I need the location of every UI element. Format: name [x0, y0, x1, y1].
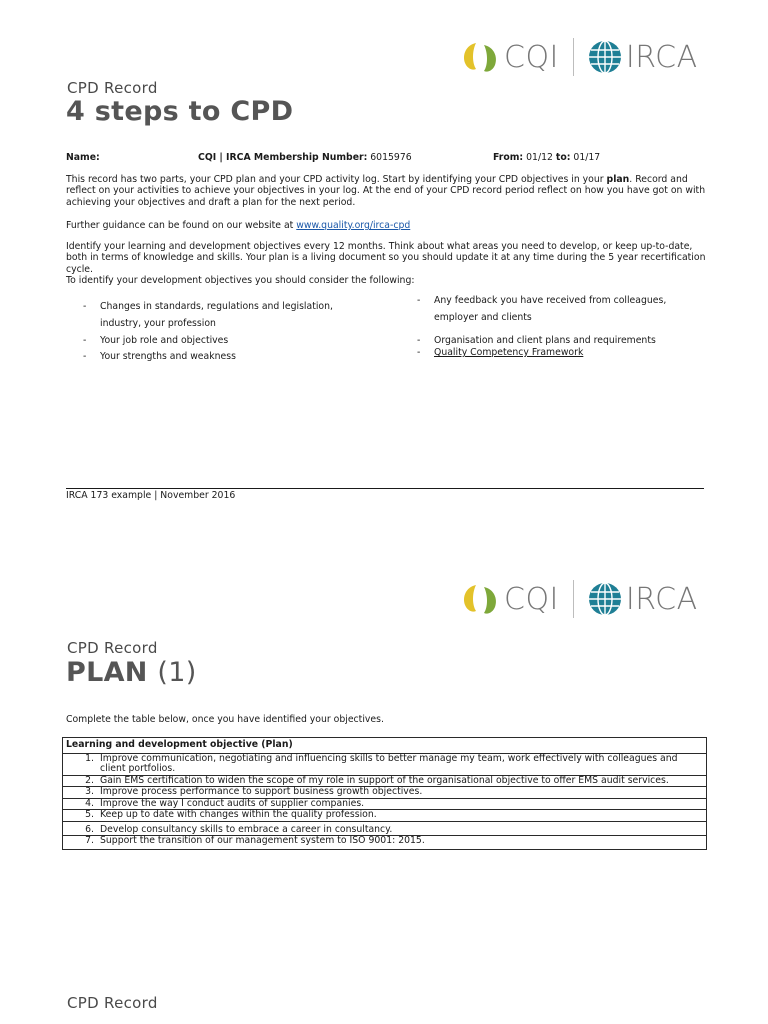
identify-paragraph: Identify your learning and development objectives every 12 months. Think about what areas you need to develop, or keep up-to-date, both in terms of knowledge and skills. Your plan is a living document so you should update it at any time during the 5 year recertification cycle.	[66, 241, 706, 275]
competency-framework-link[interactable]: Quality Competency Framework	[434, 347, 584, 358]
guidance-link[interactable]: www.quality.org/irca-cpd	[296, 220, 411, 231]
cqi-head-icon	[460, 579, 500, 619]
objective-number: 1.	[85, 752, 94, 764]
cqi-irca-logo	[460, 35, 698, 79]
objective-number: 4.	[85, 797, 94, 809]
cqi-irca-logo	[460, 577, 698, 621]
bullet-dash: -	[83, 335, 87, 346]
objective-text: Improve communication, negotiating and influencing skills to better manage my team, work effectively with colleagues and client portfolios.	[100, 752, 678, 774]
cqi-logo-text: CQI	[504, 581, 559, 617]
globe-icon	[588, 582, 622, 616]
intro-text-start: This record has two parts, your CPD plan and your CPD activity log. Start by identifying your CPD objectives in your	[66, 174, 607, 185]
name-label: Name:	[66, 152, 100, 163]
footer-rule	[66, 488, 704, 489]
period-line	[493, 152, 600, 163]
bullet-text: Any feedback you have received from colleagues, employer and clients	[434, 295, 667, 323]
bullet-dash: -	[83, 351, 87, 362]
bullet-dash: -	[83, 301, 87, 312]
to-value: 01/17	[573, 152, 601, 163]
to-label: to:	[555, 152, 571, 163]
table-row	[63, 787, 707, 799]
objective-number: 5.	[85, 809, 94, 820]
bullet-text: Organisation and client plans and requirements	[434, 335, 656, 346]
membership-line	[198, 152, 412, 163]
objective-number: 3.	[85, 786, 94, 797]
left-bullet-item	[83, 333, 333, 350]
guidance-paragraph	[66, 220, 706, 231]
objective-number: 6.	[85, 823, 94, 835]
objectives-table	[62, 737, 707, 850]
left-bullet-item	[83, 349, 333, 366]
plan-instruction: Complete the table below, once you have identified your objectives.	[66, 714, 384, 725]
guidance-text: Further guidance can be found on our website at	[66, 220, 297, 231]
plan-number: (1)	[157, 657, 197, 688]
logo-divider	[573, 38, 574, 76]
page2-record-label: CPD Record	[67, 639, 158, 657]
objective-text: Improve the way I conduct audits of supplier companies.	[100, 797, 365, 809]
objective-text: Improve process performance to support business growth objectives.	[100, 786, 423, 797]
table-row	[63, 753, 707, 775]
table-row	[63, 821, 707, 836]
page1-footer: IRCA 173 example | November 2016	[66, 490, 236, 501]
table-row	[63, 798, 707, 810]
bullet-dash: -	[417, 347, 421, 358]
page3-record-label: CPD Record	[67, 994, 158, 1012]
consider-paragraph: To identify your development objectives you should consider the following:	[66, 275, 415, 286]
table-header-row	[63, 738, 707, 754]
bullet-dash: -	[417, 295, 421, 306]
table-row	[63, 810, 707, 822]
membership-number: 6015976	[370, 152, 412, 163]
intro-paragraph	[66, 174, 706, 208]
objective-text: Develop consultancy skills to embrace a career in consultancy.	[100, 823, 393, 835]
globe-icon	[588, 40, 622, 74]
objective-text: Gain EMS certification to widen the scope of my role in support of the organisational objective to offer EMS audit services.	[100, 774, 669, 786]
table-row	[63, 836, 707, 850]
from-value: 01/12	[526, 152, 553, 163]
irca-logo-text: IRCA	[625, 39, 698, 75]
right-bullet-item	[417, 293, 667, 326]
page1-record-label: CPD Record	[67, 79, 158, 97]
page1-title: 4 steps to CPD	[66, 96, 294, 127]
cqi-head-icon	[460, 37, 500, 77]
irca-logo-text: IRCA	[625, 581, 698, 617]
left-bullet-item	[83, 299, 333, 332]
objective-text: Keep up to date with changes within the quality profession.	[100, 809, 377, 820]
from-label: From:	[493, 152, 524, 163]
logo-divider	[573, 580, 574, 618]
plan-title: PLAN	[66, 657, 148, 688]
table-row	[63, 775, 707, 787]
membership-label: CQI | IRCA Membership Number:	[198, 152, 368, 163]
objective-number: 7.	[85, 835, 94, 846]
bullet-dash: -	[417, 335, 421, 346]
bullet-text: Your job role and objectives	[100, 335, 229, 346]
table-header: Learning and development objective (Plan)	[63, 738, 707, 754]
intro-text-end: . Record and reflect on your activities to achieve your objectives in your log. At the end of your CPD record period reflect on how you have got on with achieving your objectives and draft a plan for the next period.	[66, 174, 706, 208]
bullet-text: Changes in standards, regulations and legislation, industry, your profession	[100, 301, 333, 329]
bullet-text: Your strengths and weakness	[100, 351, 236, 362]
page2-title	[66, 657, 197, 688]
intro-bold-plan: plan	[606, 174, 630, 185]
objective-number: 2.	[85, 774, 94, 786]
cqi-logo-text: CQI	[504, 39, 559, 75]
right-bullet-item	[417, 345, 697, 362]
objective-text: Support the transition of our management system to ISO 9001: 2015.	[100, 835, 425, 846]
